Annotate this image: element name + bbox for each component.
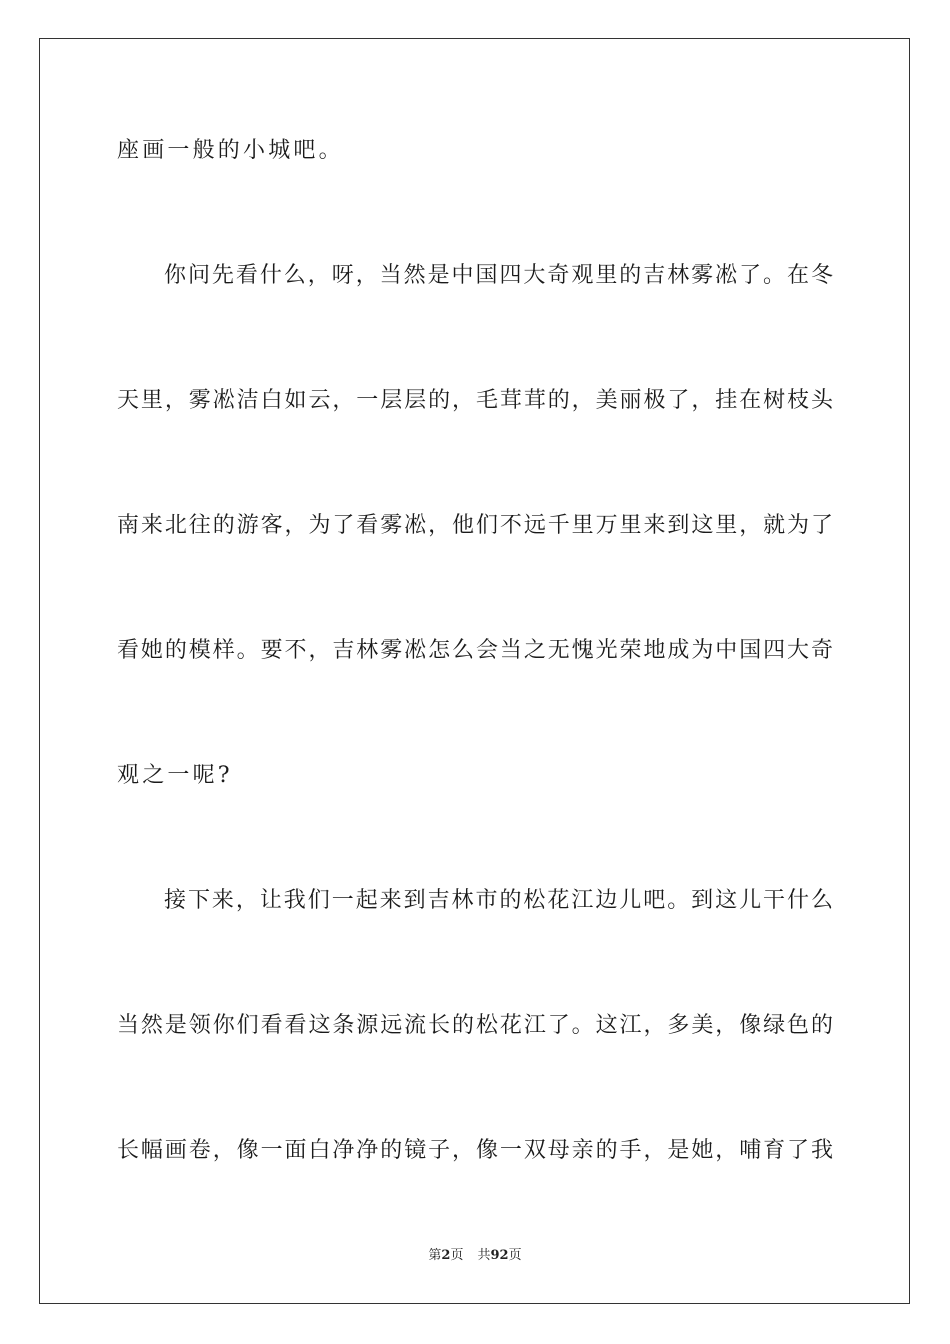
text-line-8: 当然是领你们看看这条源远流长的松花江了。这江，多美，像绿色的: [117, 1013, 833, 1038]
text-line-4: 南来北往的游客，为了看雾凇，他们不远千里万里来到这里，就为了: [117, 513, 833, 538]
total-suffix: 页: [508, 1248, 522, 1263]
page-frame: [39, 38, 910, 1304]
page-prefix: 第: [428, 1248, 442, 1263]
page-number: 2: [441, 1248, 451, 1263]
text-line-7: 接下来，让我们一起来到吉林市的松花江边儿吧。到这儿干什么: [164, 888, 833, 913]
total-prefix: 共: [477, 1248, 491, 1263]
text-line-2: 你问先看什么，呀，当然是中国四大奇观里的吉林雾凇了。在冬: [164, 263, 833, 288]
text-line-6: 观之一呢?: [117, 763, 233, 788]
text-line-3: 天里，雾凇洁白如云，一层层的，毛茸茸的，美丽极了，挂在树枝头: [117, 388, 833, 413]
total-pages: 92: [490, 1248, 509, 1263]
page-suffix: 页: [450, 1248, 464, 1263]
text-line-1: 座画一般的小城吧。: [117, 138, 344, 163]
page-footer: [0, 1247, 950, 1265]
text-line-5: 看她的模样。要不，吉林雾凇怎么会当之无愧光荣地成为中国四大奇: [117, 638, 833, 663]
text-line-9: 长幅画卷，像一面白净净的镜子，像一双母亲的手，是她，哺育了我: [117, 1138, 833, 1163]
